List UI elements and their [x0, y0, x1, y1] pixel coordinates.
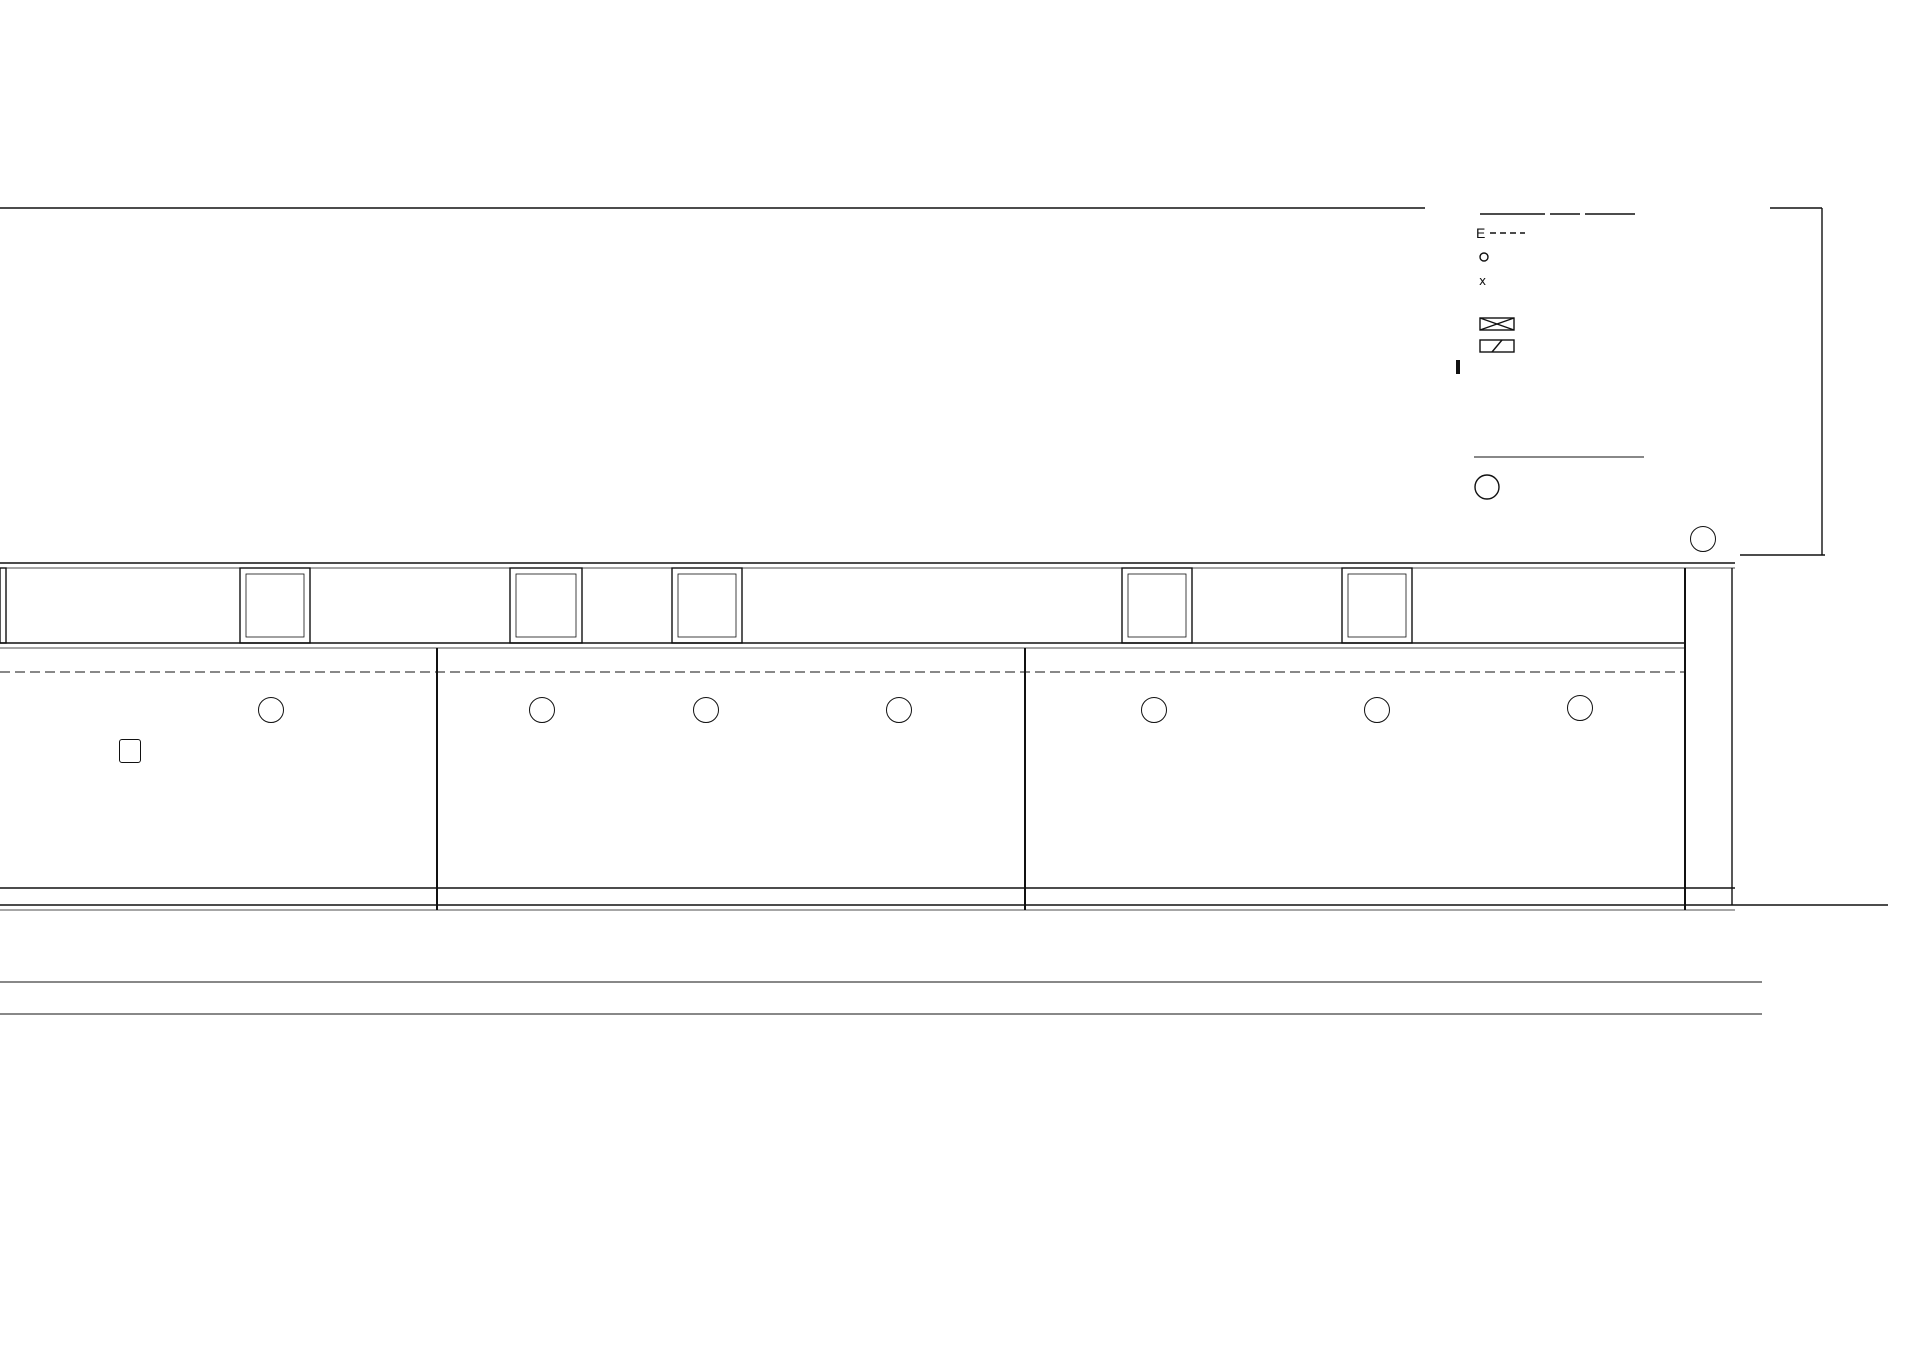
door-marker-7: [1567, 695, 1593, 721]
door-marker-6: [1364, 697, 1390, 723]
door-marker-5: [1141, 697, 1167, 723]
door-marker-3: [693, 697, 719, 723]
position-marker-8: [1690, 526, 1716, 552]
svg-text:x: x: [1479, 274, 1487, 288]
door-marker-4: [886, 697, 912, 723]
door-marker-1: [258, 697, 284, 723]
legend-symbol-e: E: [1476, 225, 1486, 241]
door-marker-2: [529, 697, 555, 723]
position-marker-5: [119, 739, 141, 763]
